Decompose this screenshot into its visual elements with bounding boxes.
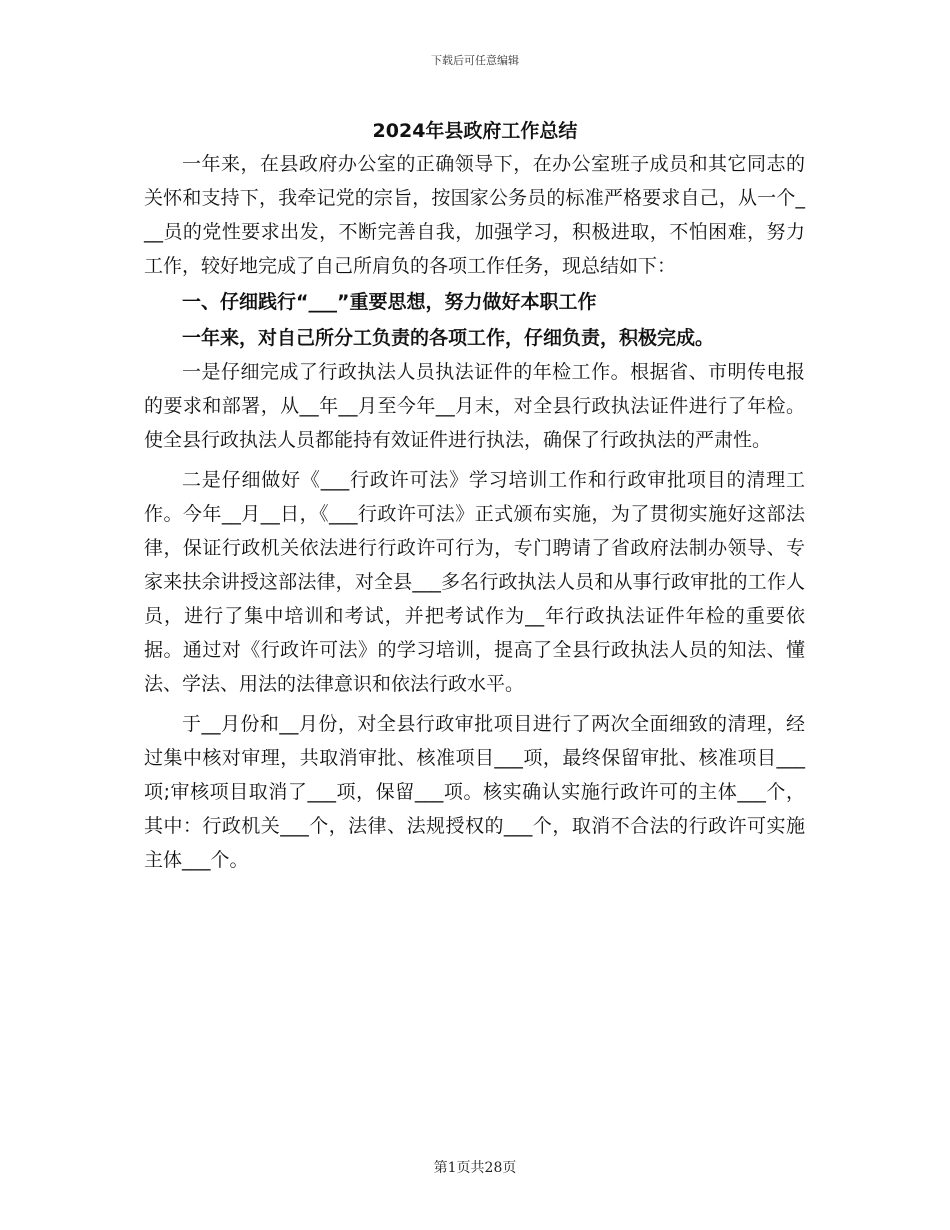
- paragraph-intro: 一年来，在县政府办公室的正确领导下，在办公室班子成员和其它同志的关怀和支持下，我牵记党的宗旨，按国家公务员的标准严格要求自己，从一个___员的党性要求出发，不断完善自我，加强学习，积极进取，不怕困难，努力工作，较好地完成了自己所肩负的各项工作任务，现总结如下：: [144, 153, 805, 277]
- section-heading-1: 一、仔细践行“___”重要思想，努力做好本职工作: [182, 291, 597, 313]
- paragraph-item-3: 于__月份和__月份，对全县行政审批项目进行了两次全面细致的清理，经过集中核对审理，共取消审批、核准项目___项，最终保留审批、核准项目___项;审核项目取消了___项，保留___项。核实确认实施行政许可的主体___个，其中：行政机关___个，法律、法规授权的___个，取消不合法的行政许可实施主体___个。: [144, 713, 805, 871]
- section-subheading: 一年来，对自己所分工负责的各项工作，仔细负责，积极完成。: [182, 327, 715, 349]
- document-body: [144, 147, 805, 877]
- document-title: 2024年县政府工作总结: [372, 120, 578, 142]
- paragraph-item-1: 一是仔细完成了行政执法人员执法证件的年检工作。根据省、市明传电报的要求和部署，从__年__月至今年__月末，对全县行政执法证件进行了年检。使全县行政执法人员都能持有效证件进行执法，确保了行政执法的严肃性。: [144, 361, 805, 451]
- page-number: 第1页共28页: [433, 1160, 517, 1176]
- paragraph-item-2: 二是仔细做好《___行政许可法》学习培训工作和行政审批项目的清理工作。今年__月__日，《___行政许可法》正式颁布实施，为了贯彻实施好这部法律，保证行政机关依法进行行政许可行为，专门聘请了省政府法制办领导、专家来扶余讲授这部法律，对全县___多名行政执法人员和从事行政审批的工作人员，进行了集中培训和考试，并把考试作为__年行政执法证件年检的重要依据。通过对《行政许可法》的学习培训，提高了全县行政执法人员的知法、懂法、学法、用法的法律意识和依法行政水平。: [144, 469, 805, 695]
- page-header: 下载后可任意编辑: [431, 54, 519, 67]
